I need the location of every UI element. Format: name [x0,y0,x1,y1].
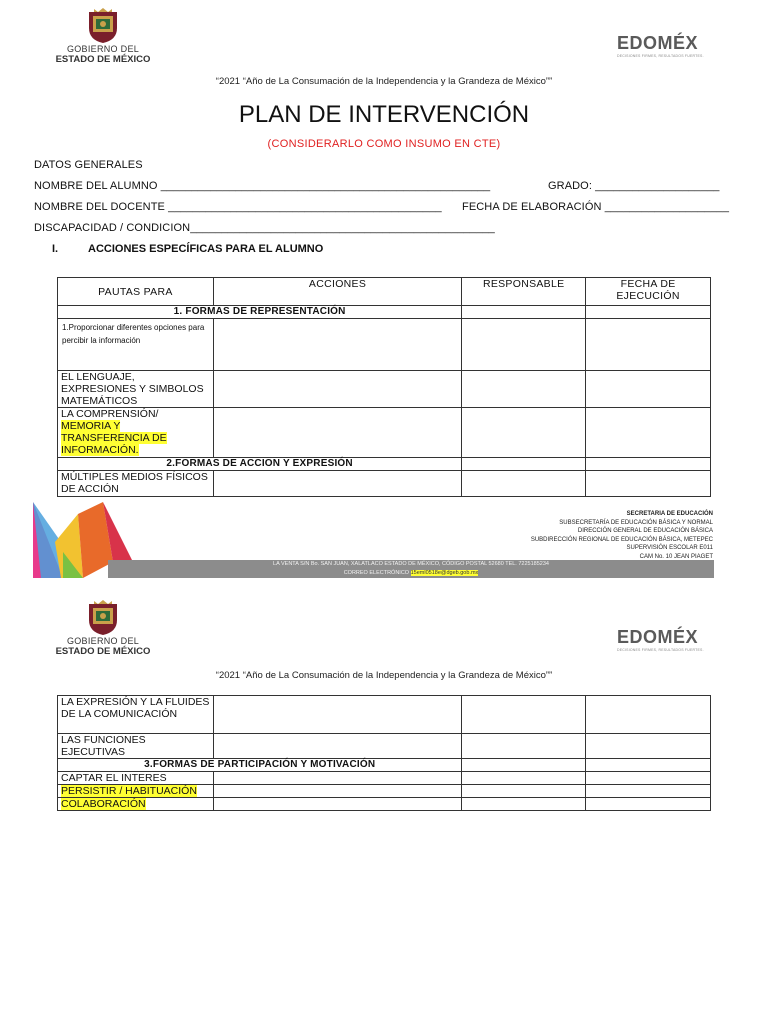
table-cell[interactable] [213,798,462,811]
table-cell[interactable] [213,696,462,734]
table-cell[interactable] [586,759,711,772]
row-label-highlight: COLABORACIÓN [61,798,146,810]
edomex-logo [617,33,717,58]
alumno-field[interactable]: NOMBRE DEL ALUMNO _____________________________________________________ [34,180,491,192]
footer-line: DIRECCIÓN GENERAL DE EDUCACIÓN BÁSICA [577,528,713,534]
grado-field[interactable]: GRADO: ____________________ [548,180,720,192]
table-cell[interactable] [462,798,586,811]
table-cell[interactable] [586,785,711,798]
band-row [58,759,711,772]
table-cell[interactable] [586,458,711,471]
band-row [58,306,711,319]
band-representacion: 1. FORMAS DE REPRESENTACIÓN [58,306,462,319]
footer-address: LA VENTA S/N Bo. SAN JUAN, XALATLACO ESTADO DE MÉXICO, CÓDIGO POSTAL 52680 TEL. 7225185234 [273,561,549,567]
header-fecha: FECHA DE EJECUCIÓN [586,278,711,306]
footer-address-bar [108,560,714,578]
footer-line: CAM No. 10 JEAN PIAGET [639,553,713,560]
motto-2: “2021 “Año de La Consumación de la Independencia y la Grandeza de México”” [215,670,553,681]
motto: “2021 “Año de La Consumación de la Independencia y la Grandeza de México”” [215,76,553,87]
row-label-highlight: PERSISTIR / HABITUACIÓN [61,785,197,797]
row-label-highlight: MEMORIA Y TRANSFERENCIA DE INFORMACIÓN. [61,420,167,456]
coat-of-arms-icon [86,8,120,44]
row-label: MÚLTIPLES MEDIOS FÍSICOS DE ACCIÓN [58,471,214,497]
table-cell[interactable] [213,319,461,371]
table-cell[interactable] [586,471,711,497]
table-cell[interactable] [586,734,711,759]
table-row [58,798,711,811]
edomex-brand: EDOMÉX [617,627,699,647]
table-cell[interactable] [462,371,586,408]
row-label: LA EXPRESIÓN Y LA FLUIDES DE LA COMUNICACIÓN [58,696,214,734]
edomex-logo-2 [617,627,717,652]
row-label: LAS FUNCIONES EJECUTIVAS [58,734,214,759]
edomex-brand: EDOMÉX [617,33,699,53]
footer-line: SUBSECRETARÍA DE EDUCACIÓN BÁSICA Y NORMAL [559,519,713,526]
section-title: ACCIONES ESPECÍFICAS PARA EL ALUMNO [88,243,324,255]
table-cell[interactable] [462,306,586,319]
footer-line: SUPERVISIÓN ESCOLAR E011 [626,545,713,551]
row-label-part: LA COMPRENSIÓN/ [61,408,159,420]
table-cell[interactable] [586,408,711,458]
section-number: I. [52,243,59,255]
table-cell[interactable] [462,734,586,759]
footer-email[interactable]: 15eml0518e@dgeb.gob.mx [410,569,479,576]
band-accion: 2.FORMAS DE ACCION Y EXPRESIÓN [58,458,462,471]
table-cell[interactable] [462,458,586,471]
table-cell[interactable] [462,408,586,458]
table-row [58,371,711,408]
row-label [58,798,214,811]
table-cell[interactable] [462,772,586,785]
logo-line2: ESTADO DE MÉXICO [55,54,151,65]
footer-email-label: CORREO ELECTRÓNICO [343,569,410,576]
logo-line1: GOBIERNO DEL [66,636,140,646]
row-label: EL LENGUAJE, EXPRESIONES Y SIMBOLOS MATEMÁTICOS [58,371,214,408]
table-cell[interactable] [586,371,711,408]
table-cell[interactable] [213,772,462,785]
table-cell[interactable] [462,696,586,734]
fecha-elaboracion-field[interactable]: FECHA DE ELABORACIÓN ____________________ [462,201,730,213]
table-row [58,696,711,734]
gobierno-logo [38,8,168,65]
table-cell[interactable] [213,734,462,759]
table-cell[interactable] [586,306,711,319]
coat-of-arms-icon [86,600,120,636]
table-cell[interactable] [586,696,711,734]
footer-line: SECRETARIA DE EDUCACIÓN [626,511,713,517]
table-row [58,408,711,458]
docente-field[interactable]: NOMBRE DEL DOCENTE ____________________________________________ [34,201,442,213]
datos-generales: DATOS GENERALES [34,159,143,171]
table-cell[interactable] [462,319,586,371]
table-cell[interactable] [586,772,711,785]
page-title: PLAN DE INTERVENCIÓN [238,101,530,128]
table-cell[interactable] [586,319,711,371]
table-header-row [58,278,711,306]
edomex-tagline: DECISIONES FIRMES, RESULTADOS FUERTES. [617,648,704,652]
table-cell[interactable] [462,785,586,798]
plan-table-2 [57,695,711,811]
row-label: CAPTAR EL INTERES [58,772,214,785]
discapacidad-field[interactable]: DISCAPACIDAD / CONDICION_________________________________________________ [34,222,495,234]
edomex-tagline: DECISIONES FIRMES, RESULTADOS FUERTES. [617,54,704,58]
header-acciones: ACCIONES [213,278,461,306]
table-row [58,772,711,785]
footer-line: SUBDIRECCIÓN REGIONAL DE EDUCACIÓN BÁSICA, METEPEC [530,536,713,543]
table-cell[interactable] [213,785,462,798]
page-subtitle: (CONSIDERARLO COMO INSUMO EN CTE) [267,138,501,150]
row-label: 1.Proporcionar diferentes opciones para percibir la información [58,319,214,371]
table-cell[interactable] [462,759,586,772]
table-cell[interactable] [462,471,586,497]
band-row [58,458,711,471]
table-row [58,734,711,759]
table-row [58,319,711,371]
footer-institution [253,510,713,561]
header-pautas: PAUTAS PARA [58,278,214,306]
table-row [58,785,711,798]
header-responsable: RESPONSABLE [462,278,586,306]
table-cell[interactable] [213,408,461,458]
table-cell[interactable] [213,371,461,408]
logo-line1: GOBIERNO DEL [66,44,140,54]
row-label [58,408,214,458]
table-cell[interactable] [586,798,711,811]
logo-line2: ESTADO DE MÉXICO [55,646,151,657]
row-label [58,785,214,798]
table-row [58,471,711,497]
footer-email-line [108,569,714,578]
plan-table-1 [57,277,711,497]
table-cell[interactable] [213,471,461,497]
band-participacion: 3.FORMAS DE PARTICIPACIÓN Y MOTIVACIÓN [58,759,462,772]
gobierno-logo-2 [38,600,168,657]
